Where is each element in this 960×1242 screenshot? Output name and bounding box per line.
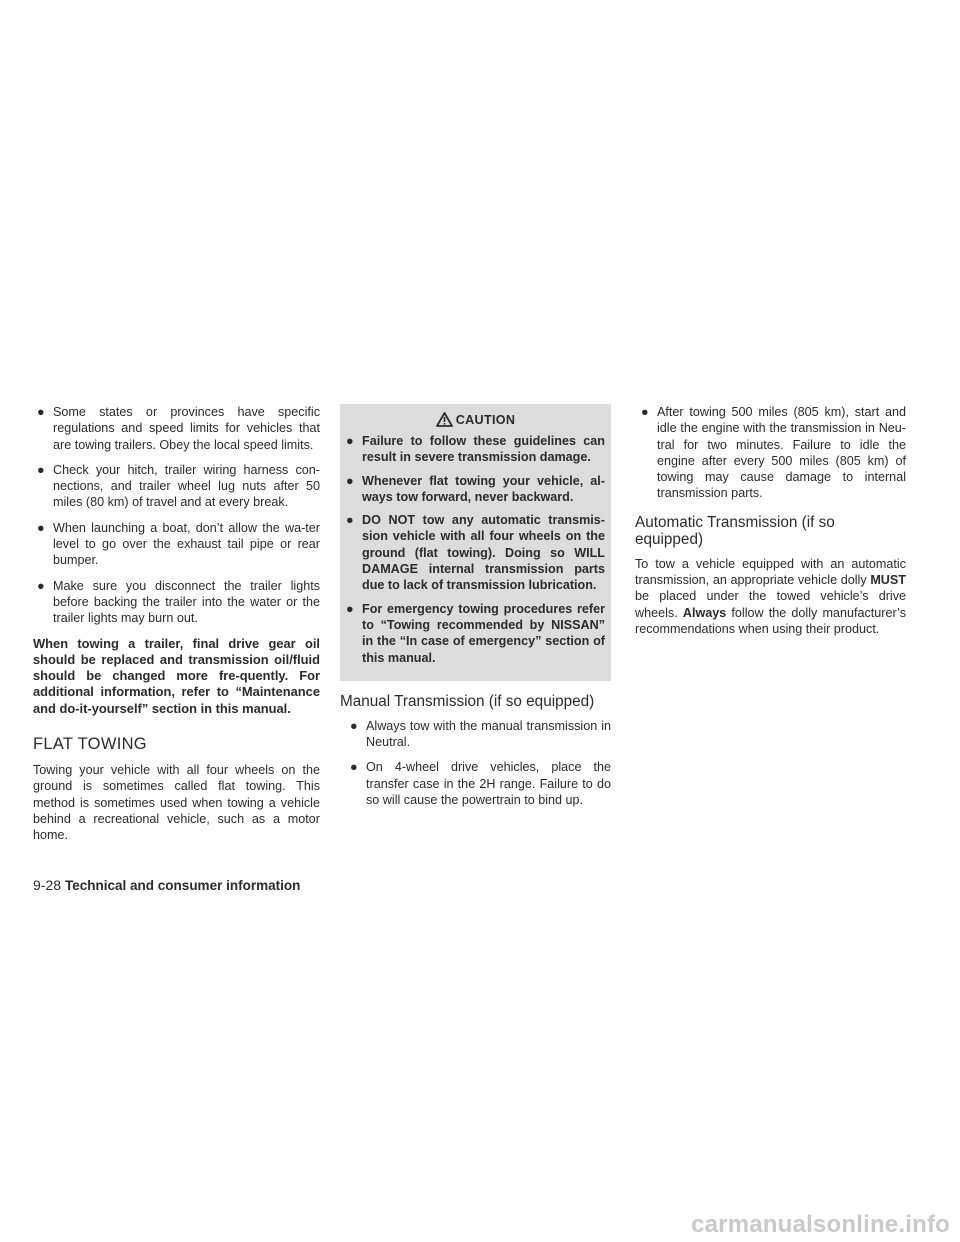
- list-item: ● DO NOT tow any automatic transmis-sion vehicle with all four wheels on the ground (flat towing). Doing so WILL DAMAGE internal transmission parts due to lack of transmission lubrication.: [346, 513, 605, 593]
- list-item: ● Failure to follow these guidelines can result in severe transmission damage.: [346, 434, 605, 465]
- list-item: ● After towing 500 miles (805 km), start and idle the engine with the transmission in Neu-tral for two minutes. Failure to idle the engine after every 500 miles (805 km) of towing may cause damage to internal transmission parts.: [641, 405, 906, 501]
- section-heading-automatic-transmission: Automatic Transmission (if so equipped): [635, 513, 835, 548]
- flat-towing-paragraph: Towing your vehicle with all four wheels on the ground is sometimes called flat towing. This method is sometimes used when towing a vehicle behind a recreational vehicle, such as a motor home.: [33, 763, 320, 843]
- column-middle: [340, 404, 611, 817]
- list-item: ● Always tow with the manual transmission in Neutral.: [350, 718, 611, 750]
- warning-triangle-icon: [436, 412, 453, 427]
- caution-title: CAUTION: [455, 413, 516, 427]
- list-item: ● Whenever flat towing your vehicle, al-ways tow forward, never backward.: [346, 473, 605, 504]
- list-item: ● Check your hitch, trailer wiring harness con-nections, and trailer wheel lug nuts after 50 miles (80 km) of travel and at every break.: [37, 462, 320, 510]
- bullet-icon: ●: [346, 473, 354, 488]
- caution-box: [340, 404, 611, 681]
- automatic-transmission-paragraph: To tow a vehicle equipped with an automatic transmission, an appropriate vehicle dolly MUST be placed under the towed vehicle’s drive wheels. Always follow the dolly manufacturer’s recommendations when using their product.: [635, 556, 906, 636]
- idle-engine-list: [635, 404, 906, 502]
- caution-list: [346, 433, 605, 666]
- watermark-logo: carmanualsonline.info: [691, 1211, 950, 1238]
- section-heading-manual-transmission: Manual Transmission (if so equipped): [340, 692, 595, 710]
- list-item: ● When launching a boat, don’t allow the wa-ter level to go over the exhaust tail pipe or rear bumper.: [37, 520, 320, 568]
- bullet-icon: ●: [350, 718, 358, 733]
- caution-header: [346, 404, 605, 433]
- bullet-icon: ●: [346, 601, 354, 616]
- bullet-icon: ●: [346, 513, 354, 528]
- bullet-icon: ●: [37, 462, 45, 477]
- bullet-icon: ●: [641, 405, 649, 419]
- bullet-icon: ●: [346, 434, 354, 448]
- list-item: ● For emergency towing procedures refer to “Towing recommended by NISSAN” in the “In case of emergency” section of this manual.: [346, 601, 605, 665]
- list-item: ● Make sure you disconnect the trailer lights before backing the trailer into the water or the trailer lights may burn out.: [37, 578, 320, 626]
- list-item: ● On 4-wheel drive vehicles, place the transfer case in the 2H range. Failure to do so will cause the powertrain to bind up.: [350, 760, 611, 808]
- page-number: 9-28: [33, 877, 62, 893]
- page-footer: [33, 877, 300, 893]
- bullet-icon: ●: [37, 578, 45, 593]
- bullet-icon: ●: [37, 405, 45, 419]
- trailer-tips-list: [33, 404, 320, 627]
- bullet-icon: ●: [350, 760, 358, 775]
- column-right: [635, 404, 906, 637]
- section-heading-flat-towing: FLAT TOWING: [33, 735, 147, 754]
- bullet-icon: ●: [37, 520, 45, 535]
- list-item: ● Some states or provinces have specific regulations and speed limits for vehicles that are towing trailers. Obey the local speed limits.: [37, 405, 320, 452]
- column-left: [33, 404, 320, 844]
- chapter-title: Technical and consumer information: [65, 878, 301, 893]
- manual-transmission-list: [340, 718, 611, 808]
- maintenance-note: When towing a trailer, final drive gear oil should be replaced and transmission oil/fluid should be changed more fre-quently. For additional information, refer to “Maintenance and do-it-yourself” section in this manual.: [33, 635, 320, 716]
